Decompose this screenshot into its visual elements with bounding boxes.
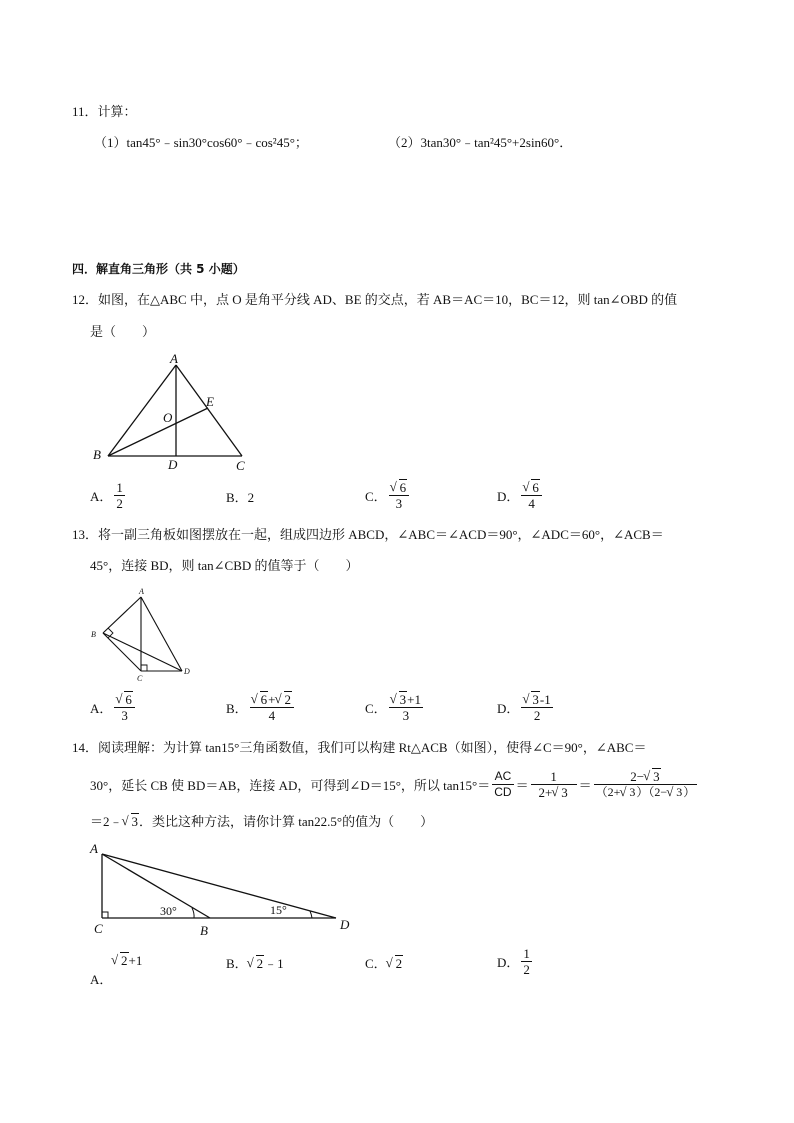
option-letter: A． <box>90 701 113 716</box>
q12-label-D: D <box>168 457 178 472</box>
q12-label-C: C <box>236 458 245 473</box>
q12-option-b[interactable] <box>226 487 254 506</box>
q14-text-line2 <box>90 764 699 804</box>
q13-label-B: B <box>91 630 96 639</box>
equals: ＝ <box>578 777 592 793</box>
fraction-2: $\frac{2-√ 3}{(2+√ 3)(2-√ 3)}$ <box>594 769 698 800</box>
q11-part2: （2）3tan30°﹣tan²45°+2sin60°． <box>388 135 573 150</box>
option-letter: B． <box>226 956 248 971</box>
q13-label-C: C <box>137 674 143 683</box>
q13-option-b[interactable] <box>226 692 296 723</box>
q14-text-line3: ＝2﹣√ 3．类比这种方法，请你计算 tan22.5°的值为（ ） <box>90 812 433 832</box>
option-letter: B． <box>226 490 248 505</box>
fraction: √ $\frac{6}{4}$ <box>521 480 542 511</box>
option-letter: B． <box>226 701 248 716</box>
section-title: 四．解直角三角形（共 5 小题） <box>72 262 245 276</box>
q13-text-line2: 45°，连接 BD，则 tan∠CBD 的值等于（ ） <box>90 558 359 573</box>
q12-label-O: O <box>163 410 173 425</box>
option-letter: C． <box>365 489 387 504</box>
option-letter: D． <box>497 701 520 716</box>
fraction: $\frac{1}{2}$ <box>116 480 123 511</box>
q14-label-D: D <box>340 917 350 932</box>
q13-option-d[interactable] <box>497 692 555 723</box>
q13-option-a[interactable] <box>90 692 137 723</box>
q13-label-D: D <box>184 667 190 676</box>
option-value: 2 <box>247 490 255 505</box>
q14-option-a[interactable] <box>90 953 180 987</box>
fraction: √ $\frac{6+√ 2}{4}$ <box>250 692 294 723</box>
fraction-1: $\frac{1}{2+√ 3}$ <box>531 769 577 800</box>
equals: ＝ <box>477 777 491 793</box>
q13-figure <box>88 585 198 685</box>
q12-option-a[interactable] <box>90 480 127 511</box>
q14-option-d[interactable] <box>497 946 534 977</box>
q14-label-C: C <box>94 921 103 936</box>
fraction: √ $\frac{6}{3}$ <box>389 480 410 511</box>
q12-option-d[interactable] <box>497 480 544 511</box>
option-letter: A． <box>90 489 113 504</box>
q12-label-B: B <box>93 447 101 462</box>
q14-angle-30: 30° <box>160 904 177 918</box>
q12-text-line2: 是（ ） <box>90 324 156 339</box>
option-letter: C． <box>365 956 387 971</box>
fraction-ac-cd: $\frac{AC}{CD}$ <box>494 768 512 799</box>
q14-angle-15: 15° <box>270 903 287 917</box>
q14-option-c[interactable]: C．√ 2 <box>365 953 403 972</box>
option-letter: C． <box>365 701 387 716</box>
fraction: √ $\frac{6}{3}$ <box>114 692 135 723</box>
fraction: √ $\frac{3-1}{2}$ <box>521 692 552 723</box>
q12-label-A: A <box>170 351 178 366</box>
option-letter: A． <box>90 972 113 987</box>
fraction: √ $\frac{3+1}{3}$ <box>389 692 423 723</box>
q14-label-A: A <box>90 841 98 856</box>
q11-part1: （1）tan45°﹣sin30°cos60°﹣cos²45°； <box>94 135 308 150</box>
fraction: $\frac{1}{2}$ <box>523 946 530 977</box>
equals: ＝ <box>515 777 529 793</box>
q14-figure <box>88 838 358 938</box>
option-letter: D． <box>497 489 520 504</box>
q14-option-b[interactable]: B．√ 2﹣1 <box>226 953 284 972</box>
q12-text-line1: 12．如图，在△ABC 中，点 O 是角平分线 AD、BE 的交点，若 AB＝AC＝10，BC＝12，则 tan∠OBD 的值 <box>72 292 678 307</box>
q11-label: 11．计算： <box>72 104 137 119</box>
q13-option-c[interactable] <box>365 692 425 723</box>
q12-option-c[interactable] <box>365 480 411 511</box>
q14-label-B: B <box>200 923 208 938</box>
q12-label-E: E <box>206 394 214 409</box>
q14-text-line1: 14．阅读理解：为计算 tan15°三角函数值，我们可以构建 Rt△ACB（如图），使得∠C＝90°，∠ABC＝ <box>72 740 647 755</box>
q13-text-line1: 13．将一副三角板如图摆放在一起，组成四边形 ABCD，∠ABC＝∠ACD＝90°，∠ADC＝60°，∠ACB＝ <box>72 527 664 542</box>
q14-line2-text: 30°，延长 CB 使 BD＝AB，连接 AD，可得到∠D＝15°，所以 tan15° <box>90 777 478 793</box>
q12-figure <box>90 350 260 475</box>
q13-label-A: A <box>139 587 144 596</box>
option-value: √ 2+1 <box>112 953 142 969</box>
option-letter: D． <box>497 955 520 970</box>
